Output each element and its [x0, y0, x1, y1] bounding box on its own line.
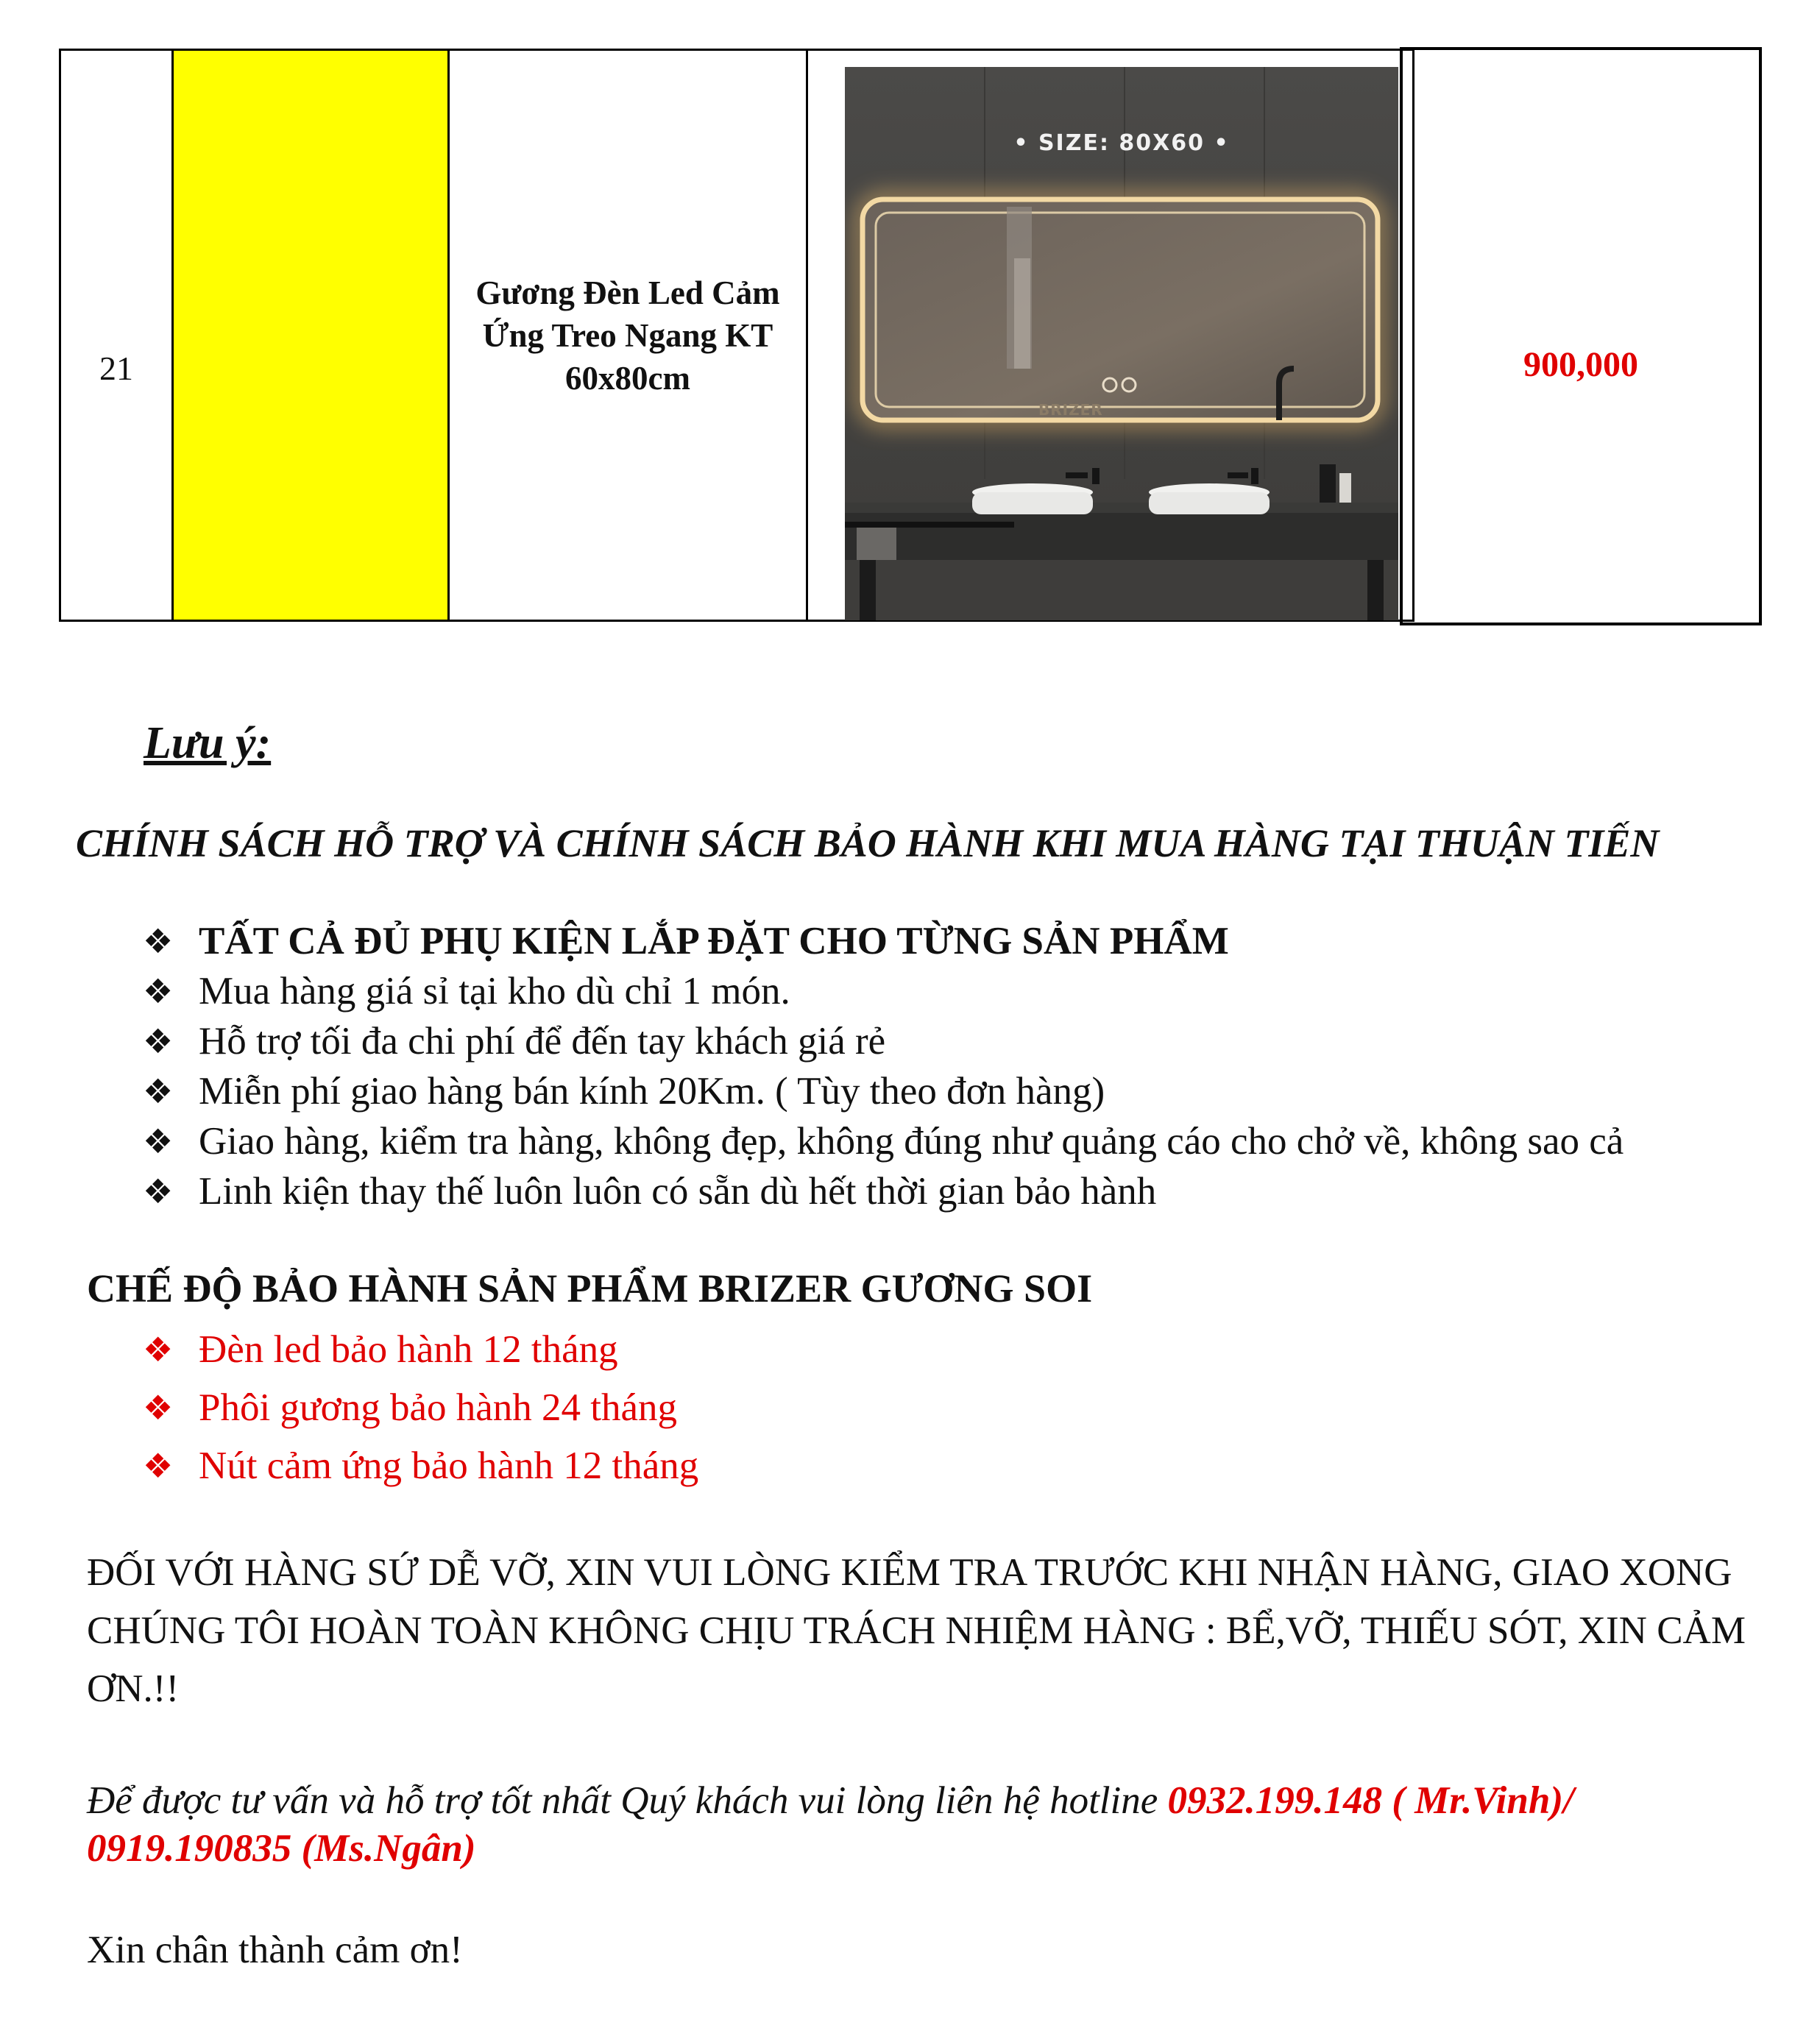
product-image-cell — [806, 49, 1414, 622]
warranty-list — [141, 1321, 698, 1495]
support-item-text: Linh kiện thay thế luôn luôn có sẵn dù hết thời gian bảo hành — [199, 1170, 1157, 1213]
contact-paragraph — [87, 1777, 1794, 1873]
list-item — [141, 1166, 1624, 1216]
warranty-heading: CHẾ ĐỘ BẢO HÀNH SẢN PHẨM BRIZER GƯƠNG SOI — [87, 1266, 1093, 1311]
row-number-cell — [59, 49, 174, 622]
closing-thanks: Xin chân thành cảm ơn! — [87, 1929, 463, 1971]
product-name-cell — [447, 49, 808, 622]
support-policy-list — [141, 916, 1624, 1216]
price-cell — [1400, 47, 1762, 625]
list-item — [141, 1016, 1624, 1066]
policy-heading: CHÍNH SÁCH HỖ TRỢ VÀ CHÍNH SÁCH BẢO HÀNH KHI MUA HÀNG TẠI THUẬN TIẾN — [76, 821, 1660, 865]
highlighted-empty-cell — [171, 49, 450, 622]
list-item — [141, 1066, 1624, 1116]
warranty-item-text: Đèn led bảo hành 12 tháng — [199, 1328, 618, 1371]
product-price: 900,000 — [1523, 345, 1638, 384]
diamond-bullet-icon: ❖ — [143, 1446, 174, 1486]
support-item-text: TẤT CẢ ĐỦ PHỤ KIỆN LẮP ĐẶT CHO TỪNG SẢN PHẨM — [199, 920, 1229, 962]
led-mirror-product-image — [845, 67, 1398, 620]
support-item-text: Giao hàng, kiểm tra hàng, không đẹp, không đúng như quảng cáo cho chở về, không sao cả — [199, 1120, 1624, 1163]
diamond-bullet-icon: ❖ — [143, 1121, 174, 1161]
list-item — [141, 1379, 698, 1437]
diamond-bullet-icon: ❖ — [143, 921, 174, 961]
hotline-ngan[interactable]: 0919.190835 (Ms.Ngân) — [87, 1827, 476, 1870]
list-item — [141, 1437, 698, 1495]
diamond-bullet-icon: ❖ — [143, 1330, 174, 1369]
list-item — [141, 1116, 1624, 1166]
support-item-text: Mua hàng giá sỉ tại kho dù chỉ 1 món. — [199, 970, 790, 1013]
diamond-bullet-icon: ❖ — [143, 1171, 174, 1211]
contact-prefix: Để được tư vấn và hỗ trợ tốt nhất Quý khách vui lòng liên hệ hotline — [87, 1779, 1168, 1822]
diamond-bullet-icon: ❖ — [143, 971, 174, 1011]
diamond-bullet-icon: ❖ — [143, 1071, 174, 1111]
note-title: Lưu ý: — [144, 718, 272, 768]
warranty-item-text: Phôi gương bảo hành 24 tháng — [199, 1386, 678, 1429]
support-item-text: Miễn phí giao hàng bán kính 20Km. ( Tùy theo đơn hàng) — [199, 1070, 1105, 1113]
row-number: 21 — [99, 350, 133, 387]
mirror-size-label: • SIZE: 80X60 • — [1013, 130, 1230, 156]
product-name: Gương Đèn Led Cảm Ứng Treo Ngang KT 60x80cm — [475, 274, 780, 397]
diamond-bullet-icon: ❖ — [143, 1021, 174, 1061]
brand-logo: BRIZER — [1038, 401, 1103, 419]
support-item-text: Hỗ trợ tối đa chi phí để đến tay khách giá rẻ — [199, 1020, 886, 1063]
warranty-item-text: Nút cảm ứng bảo hành 12 tháng — [199, 1444, 699, 1487]
hotline-vinh[interactable]: 0932.199.148 ( Mr.Vinh)/ — [1167, 1779, 1574, 1822]
diamond-bullet-icon: ❖ — [143, 1388, 174, 1428]
fragile-goods-notice: ĐỐI VỚI HÀNG SỨ DỄ VỠ, XIN VUI LÒNG KIỂM TRA TRƯỚC KHI NHẬN HÀNG, GIAO XONG CHÚNG TÔI HOÀN TOÀN KHÔNG CHỊU TRÁCH NHIỆM HÀNG : BỂ,VỠ, THIẾU SÓT, XIN CẢM ƠN.!! — [87, 1551, 1746, 1710]
list-item — [141, 966, 1624, 1016]
list-item — [141, 916, 1624, 966]
list-item — [141, 1321, 698, 1379]
